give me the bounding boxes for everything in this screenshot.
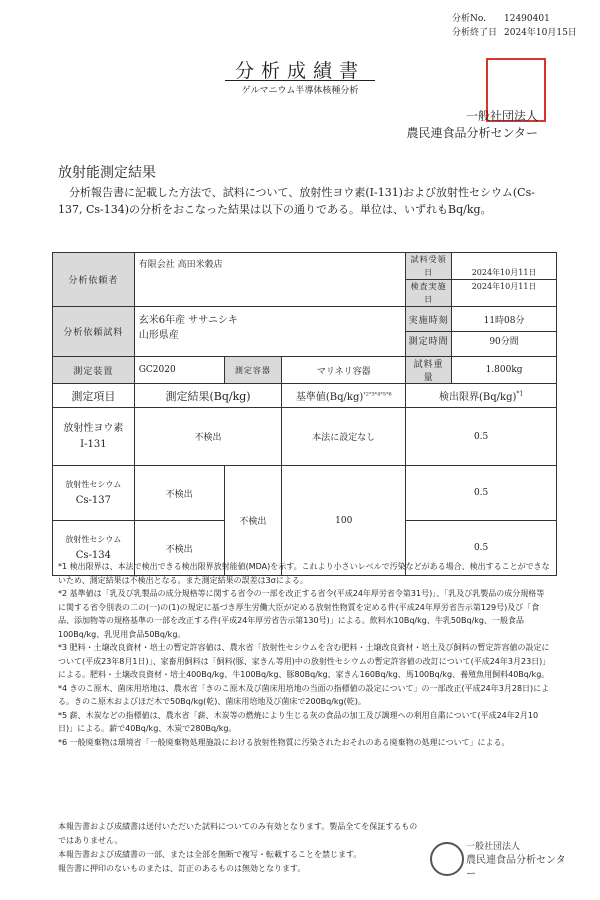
device-value: GC2020 [134,357,224,384]
weight-label: 試料重量 [406,357,452,384]
results-header-row [53,384,557,408]
iodine-name: 放射性ヨウ素 [63,422,124,434]
footer-line-2: 本報告書および成績書の一部、または全部を無断で複写・転載することを禁じます。 [58,850,362,859]
client-row [53,253,557,307]
cs137-result: 不検出 [134,466,224,521]
container-value: マリネリ容器 [282,357,406,384]
footnote-5: *5 薪、木炭などの指標値は、農水省「薪、木炭等の燃焼により生じる灰の食品の加工及び調理への利用自粛について(平成24年2月10日)」による。薪で40Bq/kg、木炭で280Bq/kg。 [58,710,539,733]
iodine-standard: 本法に設定なし [282,408,406,466]
col-standard: 基準値(Bq/kg) [295,392,364,403]
weight-value: 1.800kg [452,357,557,384]
cs137-name: 放射性セシウム [65,480,122,489]
col-limit: 検出限界(Bq/kg) [439,392,517,403]
footnote-1: *1 検出限界は、本法で検出できる検出限界放射能値(MDA)を示す。これより小さいレベルで汚染などがある場合、検出することができないため、測定結果は不検出となる。また測定結果の誤差は3σによる。 [58,562,550,585]
col-item: 測定項目 [53,384,135,408]
tested-label: 検査実施日 [410,282,447,304]
document-title: 分析成績書 [234,60,365,82]
time-label: 実施時刻 [406,311,451,332]
organization [406,108,538,142]
tested-date: 2024年10月11日 [471,282,537,291]
col-standard-sup: *2*3*4*5*6 [363,391,392,398]
footnote-2: *2 基準値は「乳及び乳製品の成分規格等に関する省令の一部を改正する省令(平成24年厚労省令第31号)」、「乳及び乳製品の成分規格等に関する省令別表の二の(一)の(1)の規定に基づき厚生労働大臣が定める放射性物質を定める件(平成24年厚労省告示第129号)及び「食品、添加物等の規格基準の一部を改正する件(平成24年厚労省告示第130号)」による。飲料水10Bq/kg、牛乳50Bq/kg、一般食品100Bq/kg、乳児用食品50Bq/kg。 [58,589,545,639]
completed-label: 分析終了日 [452,28,498,38]
footer-logo [430,836,570,882]
cs137-limit: 0.5 [406,466,557,521]
client-value: 有限会社 高田米穀店 [134,253,405,307]
col-limit-sup: *1 [516,390,524,398]
time-value: 11時08分 [452,311,556,332]
analysis-no-label: 分析No. [452,14,486,24]
sample-line2: 山形県産 [138,330,179,341]
received-label: 試料受領日 [406,253,451,280]
logo-mark-icon [430,842,464,876]
received-date: 2024年10月11日 [452,266,556,280]
client-label: 分析依頼者 [53,253,135,307]
footer-line-1: 本報告書および成績書は送付いただいた試料についてのみ有効となります。製品全てを保証するものではありません。 [58,822,418,845]
device-row [53,357,557,384]
container-label: 測定容器 [224,357,282,384]
cs137-row [53,466,557,521]
duration-value: 90分間 [489,337,519,347]
iodine-result: 不検出 [134,408,282,466]
completed-date: 2024年10月15日 [504,28,577,38]
document-subtitle: ゲルマニウム半導体核種分析 [241,86,359,96]
device-label: 測定装置 [53,357,135,384]
sample-row [53,307,557,357]
cs-total-result: 不検出 [224,466,282,576]
cs134-code: Cs-134 [75,550,111,561]
footnotes [58,560,550,749]
sample-line1: 玄米6年産 ササニシキ [138,315,238,326]
iodine-code: I-131 [80,438,107,450]
sample-label: 分析依頼試料 [53,307,135,357]
footnote-6: *6 一般廃棄物は環境省「一般廃棄物処理施設における放射性物質に汚染されたおそれのある廃棄物の処理について」による。 [58,737,510,747]
footnote-4: *4 きのこ原木、菌床用培地は、農水省「きのこ原木及び菌床用培地の当面の指標値の設定について」の一部改正(平成24年3月28日)による。きのこ原木およびほだ木で50Bq/kg(乾)、菌床用培地及び菌床で200Bq/kg(乾)。 [58,683,550,706]
footer-logo-line1: 一般社団法人 [466,842,521,852]
title-underline [225,80,375,81]
footer-logo-line2: 農民連食品分析センター [466,855,566,880]
duration-label: 測定時間 [408,337,449,347]
col-result: 測定結果(Bq/kg) [134,384,282,408]
cs134-result: 不検出 [134,521,224,576]
cs137-code: Cs-137 [75,495,111,506]
footer-line-3: 報告書に押印のないものまたは、訂正のあるものは無効となります。 [58,864,306,873]
organization-line2: 農民連食品分析センター [406,126,538,140]
results-table [52,252,557,576]
iodine-row [53,408,557,466]
report-meta [452,12,577,40]
analysis-no: 12490401 [504,14,550,24]
iodine-limit: 0.5 [406,408,557,466]
intro-paragraph: 分析報告書に記載した方法で、試料について、放射性ヨウ素(I-131)および放射性セシウム(Cs-137, Cs-134)の分析をおこなった結果は以下の通りである。単位は、いずれもBq/kg。 [58,186,535,216]
section-title: 放射能測定結果 [58,165,156,181]
organization-line1: 一般社団法人 [465,109,538,123]
footnote-3: *3 肥料・土壌改良資材・培土の暫定許容値は、農水省「放射性セシウムを含む肥料・土壌改良資材・培土及び飼料の暫定許容値の設定について(平成23年8月1日)」、家畜用飼料は「飼料(豚、家きん等用)中の放射性セシウムの暫定許容値の改訂について(平成24年3月23日)」による。肥料・土壌改良資材・培土400Bq/kg、牛100Bq/kg、豚80Bq/kg、家きん160Bq/kg、馬100Bq/kg、養殖魚用飼料40Bq/kg。 [58,643,550,679]
cs134-name: 放射性セシウム [65,535,122,544]
cs134-limit: 0.5 [406,521,557,576]
footer-disclaimers [58,820,418,876]
cs-standard: 100 [282,466,406,576]
